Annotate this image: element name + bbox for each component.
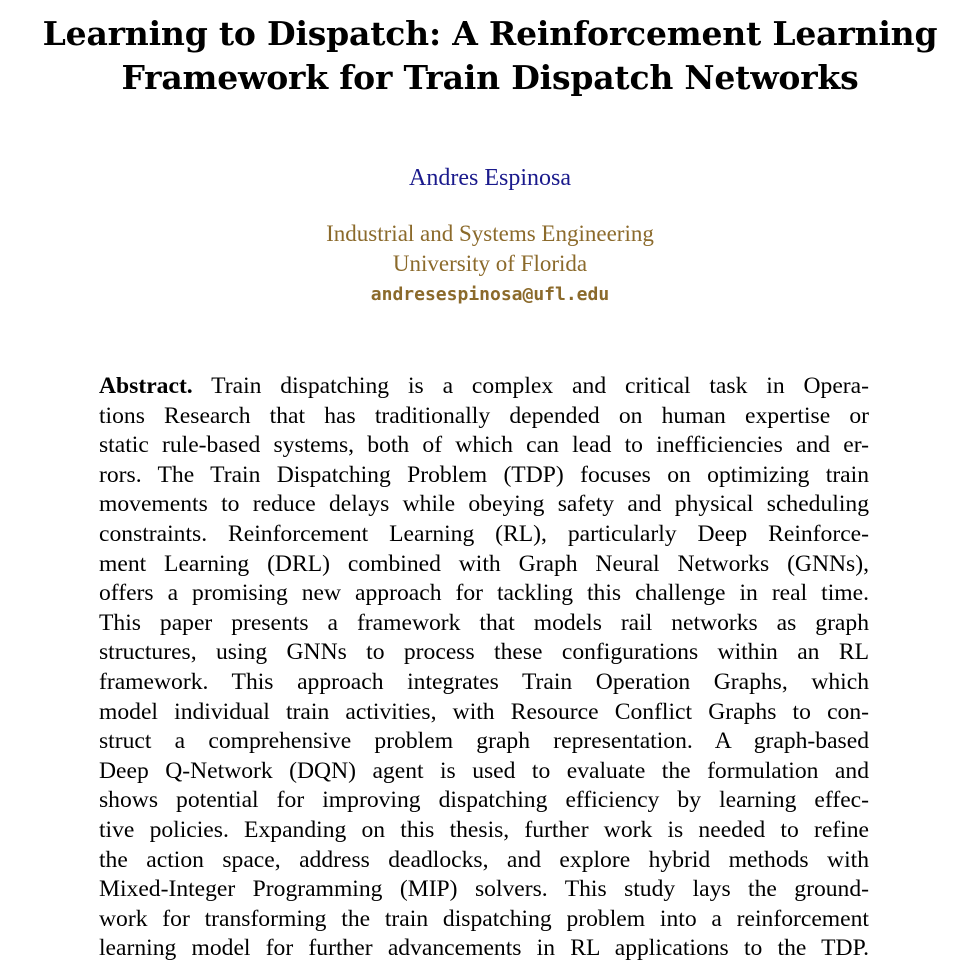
title-line-1: Learning to Dispatch: A Reinforcement Learning: [42, 14, 938, 53]
abstract-line: tive policies. Expanding on this thesis, further work is needed to refine: [99, 816, 869, 843]
abstract-line: shows potential for improving dispatching efficiency by learning effec-: [99, 787, 869, 814]
abstract-line: ment Learning (DRL) combined with Graph Neural Networks (GNNs),: [99, 550, 869, 577]
affiliation-university: University of Florida: [392, 251, 588, 276]
abstract-label: Abstract.: [99, 373, 193, 399]
abstract-line: work for transforming the train dispatching problem into a reinforcement: [99, 905, 869, 932]
abstract-line: rors. The Train Dispatching Problem (TDP) focuses on optimizing train: [99, 461, 869, 488]
abstract-line: tions Research that has traditionally depended on human expertise or: [99, 402, 869, 429]
author-email: andresespinosa@ufl.edu: [370, 284, 610, 305]
abstract-line: model individual train activities, with Resource Conflict Graphs to con-: [99, 698, 869, 725]
abstract-line: [99, 372, 869, 402]
affiliation-department: Industrial and Systems Engineering: [326, 221, 654, 246]
abstract-line: framework. This approach integrates Train Operation Graphs, which: [99, 668, 869, 695]
abstract-line: the action space, address deadlocks, and explore hybrid methods with: [99, 846, 869, 873]
title-line-2: Framework for Train Dispatch Networks: [121, 58, 859, 97]
abstract-line: movements to reduce delays while obeying safety and physical scheduling: [99, 491, 869, 518]
paper-title: [0, 12, 980, 100]
abstract-line: Deep Q-Network (DQN) agent is used to evaluate the formulation and: [99, 757, 869, 784]
abstract-first-line-text: Train dispatching is a complex and critical task in Opera-: [192, 373, 869, 399]
abstract-line: offers a promising new approach for tackling this challenge in real time.: [99, 580, 869, 607]
abstract-line: struct a comprehensive problem graph representation. A graph-based: [99, 728, 869, 755]
abstract-line: Mixed-Integer Programming (MIP) solvers. This study lays the ground-: [99, 876, 869, 903]
abstract: [99, 372, 869, 964]
affiliation-block: [0, 219, 980, 310]
abstract-line: learning model for further advancements in RL applications to the TDP.: [99, 935, 869, 962]
abstract-line: This paper presents a framework that models rail networks as graph: [99, 609, 869, 636]
author-name: Andres Espinosa: [409, 165, 571, 191]
abstract-line: structures, using GNNs to process these configurations within an RL: [99, 639, 869, 666]
abstract-line: constraints. Reinforcement Learning (RL), particularly Deep Reinforce-: [99, 520, 869, 547]
abstract-line: static rule-based systems, both of which can lead to inefficiencies and er-: [99, 432, 869, 459]
